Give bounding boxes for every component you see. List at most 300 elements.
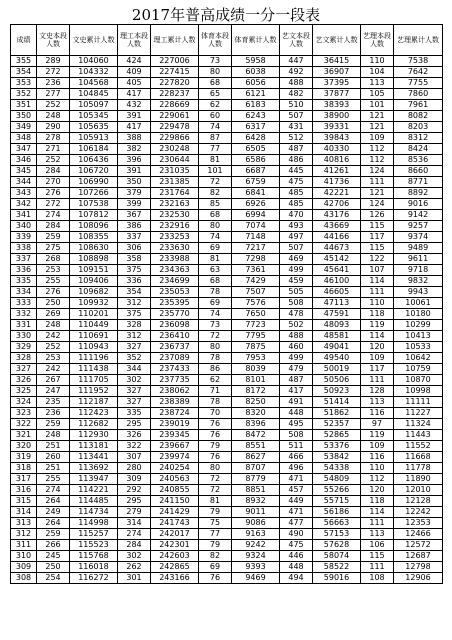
count-cell: 511 [280, 441, 313, 452]
count-cell: 105635 [70, 122, 118, 133]
count-cell: 12687 [394, 551, 443, 562]
count-cell: 116018 [70, 562, 118, 573]
count-cell: 48581 [313, 331, 361, 342]
count-cell: 110201 [70, 309, 118, 320]
count-cell: 68 [199, 276, 232, 287]
count-cell: 11324 [394, 419, 443, 430]
score-cell: 333 [11, 298, 37, 309]
count-cell: 8039 [232, 364, 280, 375]
count-cell: 108898 [70, 254, 118, 265]
count-cell: 9374 [394, 232, 443, 243]
table-row [11, 397, 443, 408]
score-cell: 339 [11, 232, 37, 243]
count-cell: 80 [199, 342, 232, 353]
column-header: 艺理累计人数 [394, 25, 443, 56]
count-cell: 115 [361, 551, 394, 562]
count-cell: 6056 [232, 78, 280, 89]
table-row [11, 430, 443, 441]
count-cell: 239974 [151, 452, 199, 463]
count-cell: 62 [199, 375, 232, 386]
count-cell: 8424 [394, 144, 443, 155]
count-cell: 7298 [232, 254, 280, 265]
table-row [11, 287, 443, 298]
count-cell: 460 [280, 342, 313, 353]
count-cell: 44166 [313, 232, 361, 243]
count-cell: 52865 [313, 430, 361, 441]
count-cell: 236737 [151, 342, 199, 353]
count-cell: 73 [199, 320, 232, 331]
count-cell: 5958 [232, 56, 280, 67]
count-cell: 108355 [70, 232, 118, 243]
score-cell: 347 [11, 144, 37, 155]
score-cell: 327 [11, 364, 37, 375]
score-cell: 323 [11, 408, 37, 419]
table-row [11, 331, 443, 342]
count-cell: 259 [37, 419, 70, 430]
count-cell: 8779 [232, 474, 280, 485]
table-row [11, 551, 443, 562]
count-cell: 496 [280, 463, 313, 474]
count-cell: 53842 [313, 452, 361, 463]
count-cell: 38900 [313, 111, 361, 122]
count-cell: 358 [118, 254, 151, 265]
count-cell: 48093 [313, 320, 361, 331]
count-cell: 295 [118, 419, 151, 430]
count-cell: 110943 [70, 342, 118, 353]
count-cell: 41736 [313, 177, 361, 188]
count-cell: 105345 [70, 111, 118, 122]
count-cell: 8627 [232, 452, 280, 463]
count-cell: 110691 [70, 331, 118, 342]
table-row [11, 452, 443, 463]
count-cell: 9832 [394, 276, 443, 287]
count-cell: 432 [118, 100, 151, 111]
count-cell: 113181 [70, 441, 118, 452]
count-cell: 79 [199, 540, 232, 551]
count-cell: 76 [199, 573, 232, 584]
table-row [11, 67, 443, 78]
count-cell: 510 [280, 100, 313, 111]
count-cell: 236410 [151, 331, 199, 342]
count-cell: 232916 [151, 221, 199, 232]
count-cell: 46605 [313, 287, 361, 298]
count-cell: 117 [361, 364, 394, 375]
count-cell: 233630 [151, 243, 199, 254]
count-cell: 327 [118, 386, 151, 397]
count-cell: 111 [361, 287, 394, 298]
count-cell: 284 [37, 221, 70, 232]
count-cell: 227415 [151, 67, 199, 78]
count-cell: 6841 [232, 188, 280, 199]
count-cell: 499 [280, 265, 313, 276]
count-cell: 237089 [151, 353, 199, 364]
count-cell: 8082 [394, 111, 443, 122]
count-cell: 242 [37, 331, 70, 342]
count-cell: 116272 [70, 573, 118, 584]
count-cell: 268 [37, 254, 70, 265]
table-row [11, 463, 443, 474]
count-cell: 295 [118, 496, 151, 507]
count-cell: 290 [37, 122, 70, 133]
table-row [11, 408, 443, 419]
count-cell: 8320 [232, 408, 280, 419]
count-cell: 109932 [70, 298, 118, 309]
count-cell: 239667 [151, 441, 199, 452]
score-cell: 313 [11, 518, 37, 529]
count-cell: 255 [37, 474, 70, 485]
count-cell: 11778 [394, 463, 443, 474]
count-cell: 11443 [394, 430, 443, 441]
table-header-row [11, 25, 443, 56]
count-cell: 228237 [151, 89, 199, 100]
count-cell: 97 [361, 419, 394, 430]
count-cell: 74 [199, 232, 232, 243]
score-cell: 318 [11, 463, 37, 474]
count-cell: 388 [118, 133, 151, 144]
score-cell: 322 [11, 419, 37, 430]
count-cell: 9943 [394, 287, 443, 298]
count-cell: 115 [361, 243, 394, 254]
count-cell: 118 [361, 309, 394, 320]
count-cell: 367 [118, 210, 151, 221]
count-cell: 51862 [313, 408, 361, 419]
count-cell: 235 [37, 397, 70, 408]
count-cell: 493 [280, 221, 313, 232]
count-cell: 312 [118, 331, 151, 342]
count-cell: 74 [199, 309, 232, 320]
count-cell: 9393 [232, 562, 280, 573]
count-cell: 240563 [151, 474, 199, 485]
count-cell: 264 [37, 518, 70, 529]
count-cell: 68 [199, 78, 232, 89]
column-header: 成绩 [11, 25, 37, 56]
count-cell: 87 [199, 133, 232, 144]
count-cell: 113 [361, 397, 394, 408]
count-cell: 237735 [151, 375, 199, 386]
count-cell: 485 [280, 199, 313, 210]
column-header: 理工累计人数 [151, 25, 199, 56]
count-cell: 10180 [394, 309, 443, 320]
count-cell: 70 [199, 408, 232, 419]
count-cell: 488 [280, 78, 313, 89]
table-row [11, 254, 443, 265]
count-cell: 72 [199, 177, 232, 188]
count-cell: 289 [37, 56, 70, 67]
table-row [11, 419, 443, 430]
score-cell: 328 [11, 353, 37, 364]
count-cell: 279 [118, 507, 151, 518]
count-cell: 251 [37, 441, 70, 452]
count-cell: 81 [199, 254, 232, 265]
count-cell: 8472 [232, 430, 280, 441]
count-cell: 242865 [151, 562, 199, 573]
count-cell: 112 [361, 474, 394, 485]
count-cell: 76 [199, 430, 232, 441]
count-cell: 7361 [232, 265, 280, 276]
count-cell: 448 [280, 562, 313, 573]
count-cell: 7429 [232, 276, 280, 287]
count-cell: 110 [361, 298, 394, 309]
count-cell: 250 [37, 562, 70, 573]
count-cell: 10533 [394, 342, 443, 353]
count-cell: 247 [37, 386, 70, 397]
count-cell: 399 [118, 199, 151, 210]
count-cell: 69 [199, 243, 232, 254]
score-cell: 331 [11, 320, 37, 331]
count-cell: 6687 [232, 166, 280, 177]
count-cell: 12353 [394, 518, 443, 529]
count-cell: 236 [37, 78, 70, 89]
count-cell: 114221 [70, 485, 118, 496]
count-cell: 266 [37, 540, 70, 551]
count-cell: 9718 [394, 265, 443, 276]
count-cell: 7148 [232, 232, 280, 243]
count-cell: 499 [280, 353, 313, 364]
count-cell: 417 [118, 122, 151, 133]
count-cell: 228669 [151, 100, 199, 111]
count-cell: 109406 [70, 276, 118, 287]
score-cell: 332 [11, 309, 37, 320]
count-cell: 238062 [151, 386, 199, 397]
count-cell: 128 [361, 386, 394, 397]
count-cell: 78 [199, 287, 232, 298]
count-cell: 110449 [70, 320, 118, 331]
count-cell: 108096 [70, 221, 118, 232]
count-cell: 7953 [232, 353, 280, 364]
count-cell: 75 [199, 518, 232, 529]
table-row [11, 133, 443, 144]
count-cell: 42221 [313, 188, 361, 199]
count-cell: 240855 [151, 485, 199, 496]
count-cell: 46100 [313, 276, 361, 287]
count-cell: 7723 [232, 320, 280, 331]
count-cell: 9086 [232, 518, 280, 529]
count-cell: 229478 [151, 122, 199, 133]
count-cell: 314 [118, 518, 151, 529]
score-cell: 309 [11, 562, 37, 573]
count-cell: 259 [37, 232, 70, 243]
count-cell: 235053 [151, 287, 199, 298]
count-cell: 106990 [70, 177, 118, 188]
table-row [11, 56, 443, 67]
count-cell: 10642 [394, 353, 443, 364]
count-cell: 276 [37, 188, 70, 199]
count-cell: 8892 [394, 188, 443, 199]
score-cell: 312 [11, 529, 37, 540]
count-cell: 6926 [232, 199, 280, 210]
count-cell: 51414 [313, 397, 361, 408]
count-cell: 80 [199, 67, 232, 78]
count-cell: 6121 [232, 89, 280, 100]
count-cell: 336 [118, 276, 151, 287]
count-cell: 40816 [313, 155, 361, 166]
count-cell: 446 [280, 551, 313, 562]
count-cell: 43669 [313, 221, 361, 232]
count-cell: 284 [37, 166, 70, 177]
count-cell: 6994 [232, 210, 280, 221]
count-cell: 40330 [313, 144, 361, 155]
count-cell: 6038 [232, 67, 280, 78]
table-row [11, 507, 443, 518]
count-cell: 114 [361, 331, 394, 342]
score-cell: 335 [11, 276, 37, 287]
count-cell: 62 [199, 100, 232, 111]
count-cell: 471 [280, 474, 313, 485]
count-cell: 344 [118, 364, 151, 375]
count-cell: 44673 [313, 243, 361, 254]
count-cell: 252 [37, 342, 70, 353]
table-row [11, 144, 443, 155]
count-cell: 431 [280, 122, 313, 133]
count-cell: 445 [280, 166, 313, 177]
count-cell: 6759 [232, 177, 280, 188]
count-cell: 417 [118, 89, 151, 100]
count-cell: 337 [118, 232, 151, 243]
table-row [11, 122, 443, 133]
score-cell: 349 [11, 122, 37, 133]
count-cell: 277 [37, 89, 70, 100]
count-cell: 240254 [151, 463, 199, 474]
count-cell: 227820 [151, 78, 199, 89]
count-cell: 396 [118, 155, 151, 166]
score-cell: 324 [11, 397, 37, 408]
count-cell: 55266 [313, 485, 361, 496]
count-cell: 405 [118, 78, 151, 89]
count-cell: 272 [37, 199, 70, 210]
score-cell: 314 [11, 507, 37, 518]
count-cell: 112187 [70, 397, 118, 408]
count-cell: 9324 [232, 551, 280, 562]
count-cell: 106 [361, 540, 394, 551]
count-cell: 57153 [313, 529, 361, 540]
count-cell: 8932 [232, 496, 280, 507]
table-row [11, 188, 443, 199]
count-cell: 112930 [70, 430, 118, 441]
count-cell: 63 [199, 265, 232, 276]
count-cell: 7650 [232, 309, 280, 320]
count-cell: 229866 [151, 133, 199, 144]
count-cell: 262 [118, 562, 151, 573]
count-cell: 234363 [151, 265, 199, 276]
count-cell: 494 [280, 573, 313, 584]
count-cell: 250 [37, 298, 70, 309]
score-cell: 336 [11, 265, 37, 276]
count-cell: 122 [361, 254, 394, 265]
table-row [11, 573, 443, 584]
count-cell: 69 [199, 298, 232, 309]
count-cell: 104568 [70, 78, 118, 89]
count-cell: 114 [361, 507, 394, 518]
count-cell: 237433 [151, 364, 199, 375]
count-cell: 8101 [232, 375, 280, 386]
count-cell: 307 [118, 452, 151, 463]
count-cell: 233988 [151, 254, 199, 265]
count-cell: 78 [199, 353, 232, 364]
count-cell: 229061 [151, 111, 199, 122]
score-cell: 350 [11, 111, 37, 122]
count-cell: 469 [280, 254, 313, 265]
count-cell: 85 [199, 199, 232, 210]
count-cell: 106720 [70, 166, 118, 177]
count-cell: 109 [361, 353, 394, 364]
count-cell: 104060 [70, 56, 118, 67]
score-cell: 338 [11, 243, 37, 254]
count-cell: 6428 [232, 133, 280, 144]
count-cell: 112423 [70, 408, 118, 419]
count-cell: 457 [280, 485, 313, 496]
score-cell: 344 [11, 177, 37, 188]
count-cell: 81 [199, 496, 232, 507]
count-cell: 322 [118, 441, 151, 452]
column-header: 艺文本段人数 [280, 25, 313, 56]
count-cell: 284 [118, 540, 151, 551]
count-cell: 111 [361, 562, 394, 573]
count-cell: 80 [199, 463, 232, 474]
score-cell: 316 [11, 485, 37, 496]
score-cell: 317 [11, 474, 37, 485]
count-cell: 112 [361, 155, 394, 166]
score-cell: 310 [11, 551, 37, 562]
table-row [11, 386, 443, 397]
count-cell: 8203 [394, 122, 443, 133]
score-cell: 337 [11, 254, 37, 265]
count-cell: 126 [361, 210, 394, 221]
count-cell: 238389 [151, 397, 199, 408]
count-cell: 236 [37, 408, 70, 419]
count-cell: 10413 [394, 331, 443, 342]
count-cell: 7217 [232, 243, 280, 254]
count-cell: 117 [361, 232, 394, 243]
count-cell: 74 [199, 122, 232, 133]
count-cell: 230644 [151, 155, 199, 166]
count-cell: 491 [280, 397, 313, 408]
count-cell: 7755 [394, 78, 443, 89]
count-cell: 106436 [70, 155, 118, 166]
count-cell: 39843 [313, 133, 361, 144]
count-cell: 12010 [394, 485, 443, 496]
count-cell: 271 [37, 144, 70, 155]
count-cell: 111 [361, 518, 394, 529]
count-cell: 255 [37, 276, 70, 287]
count-cell: 327 [118, 342, 151, 353]
score-cell: 348 [11, 133, 37, 144]
count-cell: 292 [118, 485, 151, 496]
count-cell: 107812 [70, 210, 118, 221]
count-cell: 475 [280, 177, 313, 188]
table-row [11, 199, 443, 210]
count-cell: 260 [37, 452, 70, 463]
count-cell: 107266 [70, 188, 118, 199]
count-cell: 45142 [313, 254, 361, 265]
count-cell: 8851 [232, 485, 280, 496]
count-cell: 9611 [394, 254, 443, 265]
column-header: 体育本段人数 [199, 25, 232, 56]
count-cell: 115 [361, 221, 394, 232]
count-cell: 8771 [394, 177, 443, 188]
score-cell: 321 [11, 430, 37, 441]
count-cell: 107 [361, 265, 394, 276]
count-cell: 391 [118, 166, 151, 177]
count-cell: 274 [37, 210, 70, 221]
count-cell: 115523 [70, 540, 118, 551]
count-cell: 382 [118, 144, 151, 155]
table-row [11, 485, 443, 496]
count-cell: 8396 [232, 419, 280, 430]
table-row [11, 474, 443, 485]
count-cell: 65 [199, 89, 232, 100]
count-cell: 6505 [232, 144, 280, 155]
count-cell: 69 [199, 562, 232, 573]
